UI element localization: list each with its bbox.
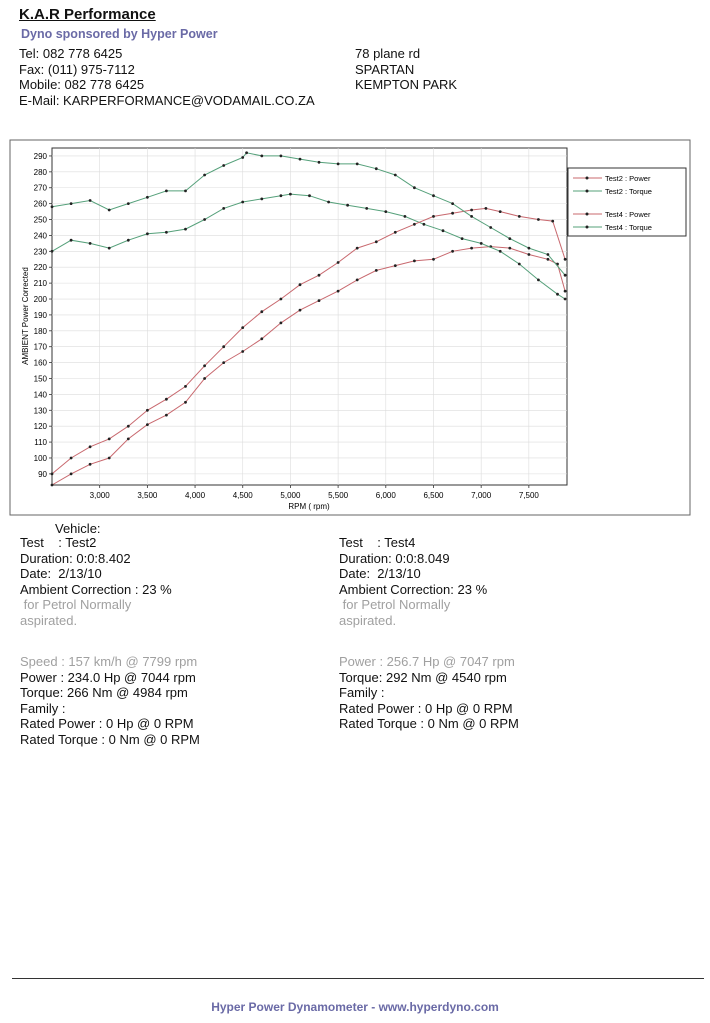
y-tick-label: 180 [33, 326, 47, 336]
data-point [528, 253, 531, 256]
data-point [318, 299, 321, 302]
data-point [337, 261, 340, 264]
y-tick-label: 200 [33, 295, 47, 305]
data-point [564, 258, 567, 261]
data-point [184, 228, 187, 231]
data-point [108, 247, 111, 250]
data-point [499, 250, 502, 253]
y-tick-label: 140 [33, 390, 47, 400]
data-point [556, 293, 559, 296]
data-point [480, 242, 483, 245]
data-point [518, 263, 521, 266]
data-point [184, 385, 187, 388]
data-point [404, 215, 407, 218]
page-title: K.A.R Performance [19, 6, 156, 23]
y-tick-label: 210 [33, 279, 47, 289]
legend-marker [586, 177, 589, 180]
data-point [432, 215, 435, 218]
data-point [375, 167, 378, 170]
data-point [547, 253, 550, 256]
y-tick-label: 110 [34, 438, 47, 448]
test4-note-2: aspirated. [339, 612, 397, 628]
data-point [356, 279, 359, 282]
test4-family: Family : [339, 685, 385, 700]
data-point [51, 484, 54, 487]
test4-results [339, 654, 519, 732]
data-point [489, 226, 492, 229]
x-tick-label: 3,000 [89, 491, 110, 500]
x-tick-label: 6,500 [423, 491, 444, 500]
y-tick-label: 170 [33, 342, 47, 352]
data-point [260, 337, 263, 340]
test4-duration: Duration: 0:0:8.049 [339, 550, 450, 566]
data-point [203, 364, 206, 367]
data-point [70, 239, 73, 242]
data-point [89, 199, 92, 202]
contact-mobile: Mobile: 082 778 6425 [19, 77, 145, 92]
data-point [89, 445, 92, 448]
test2-info [20, 535, 172, 628]
data-point [165, 231, 168, 234]
data-point [394, 264, 397, 267]
data-point [299, 158, 302, 161]
y-tick-label: 150 [33, 374, 47, 384]
data-point [165, 190, 168, 193]
y-tick-label: 230 [33, 247, 47, 257]
data-point [356, 163, 359, 166]
data-point [222, 361, 225, 364]
test4-rated-power: Rated Power : 0 Hp @ 0 RPM [339, 700, 513, 716]
data-point [280, 194, 283, 197]
data-point [442, 229, 445, 232]
legend-marker [586, 190, 589, 193]
x-tick-label: 5,000 [280, 491, 301, 500]
test2-date: Date: 2/13/10 [20, 566, 102, 581]
test2-ambient: Ambient Correction : 23 % [20, 581, 172, 597]
y-tick-label: 290 [33, 151, 47, 161]
contact-tel: Tel: 082 778 6425 [19, 46, 123, 61]
data-point [499, 210, 502, 213]
data-point [299, 283, 302, 286]
data-point [222, 164, 225, 167]
data-point [564, 298, 567, 301]
data-point [537, 279, 540, 282]
test4-date: Date: 2/13/10 [339, 566, 421, 581]
data-point [470, 209, 473, 212]
data-point [375, 269, 378, 272]
plot-area [52, 148, 567, 485]
chart-legend [568, 168, 686, 236]
data-point [394, 231, 397, 234]
data-point [146, 232, 149, 235]
y-tick-label: 100 [33, 453, 47, 463]
data-point [518, 215, 521, 218]
legend-label: Test2 : Power [605, 174, 651, 183]
data-point [70, 202, 73, 205]
data-point [508, 237, 511, 240]
data-point [222, 207, 225, 210]
data-point [260, 310, 263, 313]
y-tick-label: 250 [33, 215, 47, 225]
test2-name: Test : Test2 [20, 535, 97, 550]
data-point [451, 202, 454, 205]
test2-family: Family : [20, 700, 66, 716]
x-tick-label: 5,500 [328, 491, 349, 500]
data-point [127, 438, 130, 441]
data-point [146, 409, 149, 412]
data-point [432, 194, 435, 197]
address-line-2: SPARTAN [355, 61, 415, 77]
data-point [241, 156, 244, 159]
legend-marker [586, 226, 589, 229]
x-tick-label: 6,000 [375, 491, 396, 500]
data-point [127, 425, 130, 428]
footer-rule [12, 978, 704, 979]
data-point [51, 205, 54, 208]
data-point [413, 223, 416, 226]
data-point [564, 274, 567, 277]
test4-ambient: Ambient Correction: 23 % [339, 581, 488, 597]
vehicle-label: Vehicle: [55, 521, 101, 536]
data-point [508, 247, 511, 250]
data-point [308, 194, 311, 197]
test4-torque: Torque: 292 Nm @ 4540 rpm [339, 669, 507, 685]
test2-note-1: for Petrol Normally [20, 597, 132, 612]
data-point [260, 155, 263, 158]
y-axis-label: AMBIENT Power Corrected [21, 267, 30, 365]
legend-label: Test4 : Torque [605, 223, 652, 232]
test4-note-1: for Petrol Normally [339, 597, 451, 612]
y-tick-label: 270 [33, 183, 47, 193]
data-point [203, 174, 206, 177]
y-tick-label: 130 [33, 406, 47, 416]
data-point [537, 218, 540, 221]
dyno-chart [0, 135, 710, 520]
address-line-1: 78 plane rd [355, 46, 421, 61]
x-tick-label: 7,500 [518, 491, 539, 500]
address-block [355, 46, 457, 93]
data-point [451, 212, 454, 215]
test2-duration: Duration: 0:0:8.402 [20, 550, 131, 566]
data-point [461, 237, 464, 240]
address-line-3: KEMPTON PARK [355, 77, 458, 92]
sponsor-subtitle: Dyno sponsored by Hyper Power [21, 27, 218, 41]
data-point [108, 209, 111, 212]
data-point [337, 290, 340, 293]
data-point [413, 260, 416, 263]
data-point [241, 201, 244, 204]
x-tick-label: 4,000 [185, 491, 206, 500]
data-point [280, 322, 283, 325]
data-point [203, 377, 206, 380]
data-point [89, 242, 92, 245]
data-point [470, 215, 473, 218]
data-point [423, 223, 426, 226]
data-point [299, 309, 302, 312]
data-point [384, 210, 387, 213]
x-axis-label: RPM ( rpm) [288, 502, 330, 511]
data-point [89, 463, 92, 466]
data-point [485, 207, 488, 210]
legend-label: Test4 : Power [605, 210, 651, 219]
legend-marker [586, 213, 589, 216]
y-tick-label: 260 [33, 199, 47, 209]
data-point [356, 247, 359, 250]
test4-name: Test : Test4 [339, 535, 416, 550]
legend-label: Test2 : Torque [605, 187, 652, 196]
data-point [547, 258, 550, 261]
data-point [127, 202, 130, 205]
data-point [108, 438, 111, 441]
data-point [528, 247, 531, 250]
x-tick-label: 4,500 [232, 491, 253, 500]
contact-fax: Fax: (011) 975-7112 [19, 61, 135, 77]
data-point [245, 151, 248, 154]
data-point [365, 207, 368, 210]
data-point [146, 196, 149, 199]
test2-results [20, 654, 200, 747]
y-tick-label: 240 [33, 231, 47, 241]
test2-rated-torque: Rated Torque : 0 Nm @ 0 RPM [20, 731, 200, 747]
x-tick-label: 3,500 [137, 491, 158, 500]
data-point [165, 398, 168, 401]
footer-text: Hyper Power Dynamometer - www.hyperdyno.com [211, 1000, 499, 1014]
data-point [327, 201, 330, 204]
data-point [337, 163, 340, 166]
test4-power: Power : 256.7 Hp @ 7047 rpm [339, 654, 515, 669]
data-point [564, 290, 567, 293]
data-point [184, 401, 187, 404]
data-point [551, 220, 554, 223]
data-point [413, 186, 416, 189]
y-tick-label: 120 [33, 422, 47, 432]
x-tick-label: 7,000 [471, 491, 492, 500]
data-point [280, 298, 283, 301]
data-point [318, 161, 321, 164]
data-point [346, 204, 349, 207]
data-point [70, 457, 73, 460]
data-point [241, 350, 244, 353]
test2-torque: Torque: 266 Nm @ 4984 rpm [20, 685, 188, 700]
data-point [318, 274, 321, 277]
data-point [241, 326, 244, 329]
data-point [260, 198, 263, 201]
data-point [280, 155, 283, 158]
test4-rated-torque: Rated Torque : 0 Nm @ 0 RPM [339, 716, 519, 731]
y-tick-label: 190 [33, 310, 47, 320]
data-point [394, 174, 397, 177]
y-tick-label: 280 [33, 167, 47, 177]
data-point [375, 240, 378, 243]
test4-info [339, 535, 487, 628]
test2-speed: Speed : 157 km/h @ 7799 rpm [20, 654, 198, 669]
data-point [222, 345, 225, 348]
data-point [146, 423, 149, 426]
test2-power: Power : 234.0 Hp @ 7044 rpm [20, 669, 196, 685]
data-point [451, 250, 454, 253]
contact-email: E-Mail: KARPERFORMANCE@VODAMAIL.CO.ZA [19, 92, 315, 108]
data-point [470, 247, 473, 250]
y-tick-label: 90 [38, 469, 47, 479]
test2-rated-power: Rated Power : 0 Hp @ 0 RPM [20, 716, 194, 731]
data-point [184, 190, 187, 193]
test2-note-2: aspirated. [20, 612, 78, 628]
data-point [165, 414, 168, 417]
data-point [70, 473, 73, 476]
data-point [432, 258, 435, 261]
y-tick-label: 160 [33, 358, 47, 368]
data-point [203, 218, 206, 221]
y-tick-label: 220 [33, 263, 47, 273]
data-point [127, 239, 130, 242]
contact-block [19, 46, 315, 108]
data-point [289, 193, 292, 196]
data-point [108, 457, 111, 460]
